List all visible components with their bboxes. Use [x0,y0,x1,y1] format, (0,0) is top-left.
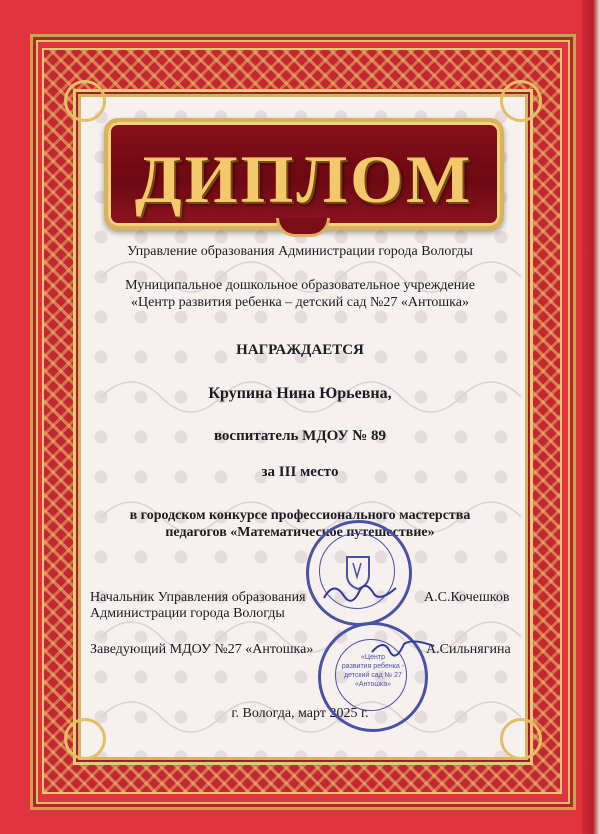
coat-of-arms-icon [309,523,409,623]
contest-line1: в городском конкурсе профессионального мастерства [129,508,471,523]
signature-2 [368,636,438,662]
institution-line1: Муниципальное дошкольное образовательное учреждение [125,278,475,293]
recipient-name: Крупина Нина Юрьевна, [208,385,392,402]
signatory1-title-line1: Начальник Управления образования [90,590,306,605]
seal-text-line: «Антошка» [354,681,392,688]
corner-ornament [64,80,106,122]
corner-ornament [500,718,542,760]
corner-ornament [64,718,106,760]
award-place: за III место [261,464,339,480]
seal-text-line: детский сад № 27 [344,672,402,679]
institution-line2: «Центр развития ребенка – детский сад №27 «Антошка» [131,295,469,310]
signatory2-name: А.Сильнягина [426,642,511,657]
signatory1-title-line2: Администрации города Вологды [90,606,285,621]
sheet-edge [582,0,600,834]
recipient-position: воспитатель МДОУ № 89 [213,428,387,444]
contest-line2: педагогов «Математическое путешествие» [165,525,435,540]
signatory1-name: А.С.Кочешков [424,590,510,605]
issuer: Управление образования Администрации города Вологды [127,244,473,259]
seal-text-line: развития ребенка - [341,663,405,670]
corner-ornament [500,80,542,122]
official-seal [306,520,412,626]
title-banner [104,118,504,230]
place-date: г. Вологда, март 2025 г. [231,706,369,721]
signatory2-title: Заведующий МДОУ №27 «Антошка» [90,642,314,657]
signature-1 [320,578,400,608]
awarded-label: НАГРАЖДАЕТСЯ [236,342,364,358]
seal-text-line: «Центр [361,654,385,661]
diploma-title: ДИПЛОМ [134,141,474,217]
